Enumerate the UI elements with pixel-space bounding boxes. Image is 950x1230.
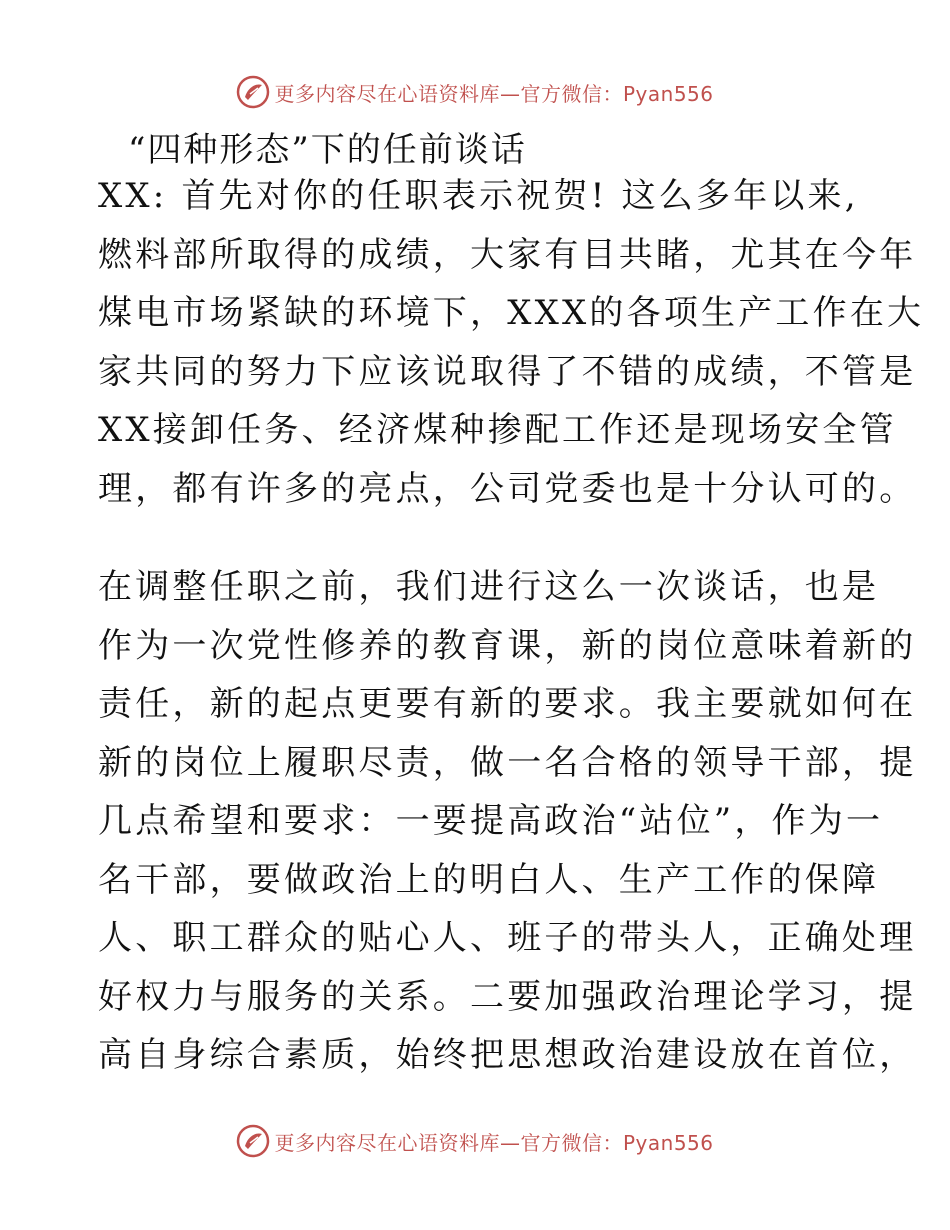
banner-suffix: 官方微信：: [520, 1130, 623, 1155]
header-banner: [0, 72, 950, 112]
paragraph-1: [98, 167, 925, 518]
paragraph-line: 几点希望和要求：一要提高政治“站位”，作为一: [98, 801, 884, 841]
paragraph-line: 家共同的努力下应该说取得了不错的成绩，不管是: [98, 351, 917, 392]
paragraph-line: 人、职工群众的贴心人、班子的带头人，正确处理: [98, 918, 917, 958]
banner-account: Pyan556: [622, 81, 714, 106]
paragraph-line: XX: 首先对你的任职表示祝贺! 这么多年以来,: [98, 176, 859, 216]
paragraph-line: 名干部，要做政治上的明白人、生产工作的保障: [98, 859, 880, 900]
banner-site-name: 更多内容尽在心语资料库: [274, 81, 500, 106]
paragraph-line: 理，都有许多的亮点，公司党委也是十分认可的。: [98, 468, 917, 509]
paragraph-line: XX接卸任务、经济煤种掺配工作还是现场安全管: [98, 410, 897, 450]
banner-account: Pyan556: [622, 1130, 714, 1155]
paragraph-2: [98, 558, 917, 1085]
footer-banner: [0, 1121, 950, 1161]
paragraph-line: 好权力与服务的关系。二要加强政治理论学习，提: [98, 976, 917, 1017]
paragraph-line: 煤电市场紧缺的环境下，XXX的各项生产工作在大: [98, 293, 925, 333]
stamp-seal-icon: [236, 75, 270, 109]
banner-text: [274, 1127, 713, 1156]
document-title: “四种形态”下的任前谈话: [128, 130, 527, 170]
paragraph-line: 在调整任职之前，我们进行这么一次谈话，也是: [98, 567, 880, 607]
banner-site-name: 更多内容尽在心语资料库: [274, 1130, 500, 1155]
banner-separator: —: [499, 1130, 521, 1155]
paragraph-line: 责任，新的起点更要有新的要求。我主要就如何在: [98, 684, 917, 724]
paragraph-line: 新的岗位上履职尽责，做一名合格的领导干部，提: [98, 742, 917, 783]
banner-text: [274, 78, 713, 107]
paragraph-line: 高自身综合素质，始终把思想政治建设放在首位，: [98, 1035, 917, 1075]
stamp-seal-icon: [236, 1124, 270, 1158]
banner-separator: —: [499, 81, 521, 106]
banner-suffix: 官方微信：: [520, 81, 623, 106]
paragraph-line: 燃料部所取得的成绩，大家有目共睹，尤其在今年: [98, 234, 917, 275]
paragraph-line: 作为一次党性修养的教育课，新的岗位意味着新的: [98, 625, 917, 666]
